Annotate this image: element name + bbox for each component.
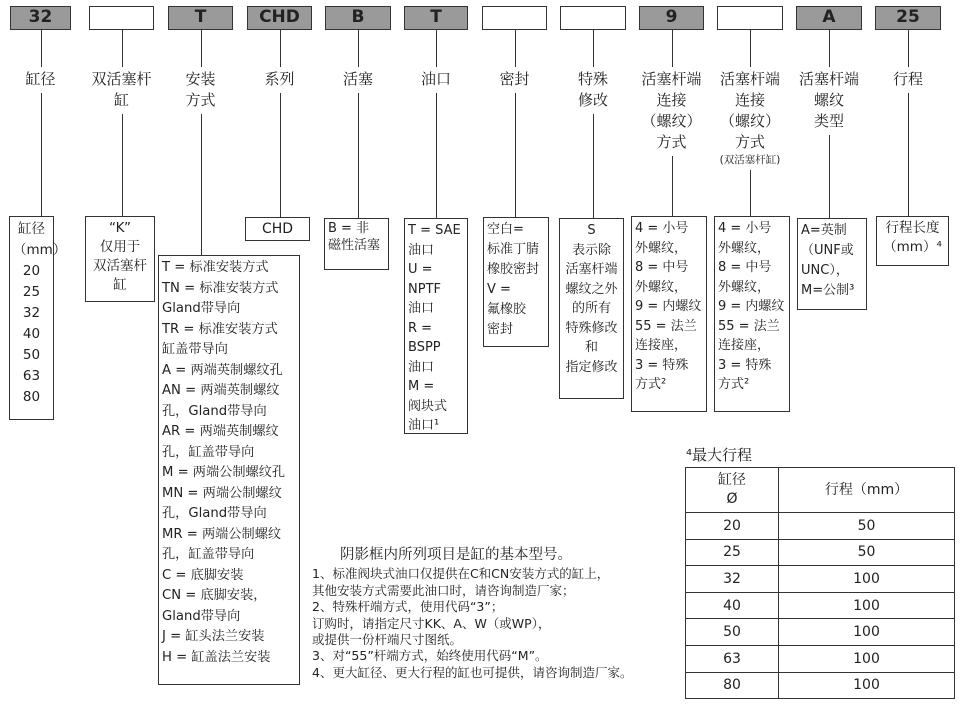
option-line: 缸盖带导向 — [162, 342, 228, 357]
option-line: TR = 标准安装方式 — [162, 321, 278, 337]
option-line: 外螺纹， — [635, 240, 688, 256]
table-header-row — [686, 468, 955, 513]
option-line: 螺纹之外 — [565, 281, 618, 297]
max-stroke-title: ⁴最大行程 — [686, 446, 753, 464]
option-line: 方式² — [718, 377, 750, 392]
column-header: 安装 方式 — [185, 70, 216, 109]
note-line: 4、更大缸径、更大行程的缸也可提供，请咨询制造厂家。 — [312, 664, 633, 680]
table-cell: 100 — [779, 566, 955, 593]
table-cell: 100 — [779, 619, 955, 646]
table-row — [686, 513, 955, 540]
option-line: Gland带导向 — [162, 608, 241, 624]
option-line: 55 = 法兰 — [635, 318, 697, 334]
table-cell: 50 — [686, 619, 779, 646]
column-header: 双活塞杆 缸 — [91, 70, 152, 109]
option-box-thread-type — [797, 218, 867, 310]
model-code-box: 9 — [639, 6, 704, 30]
connector-line — [358, 93, 359, 218]
connector-line — [593, 114, 594, 218]
column-header: 行程 — [892, 70, 923, 88]
option-line: 4 = 小号 — [635, 221, 689, 236]
notes-heading: 阴影框内所列项目是缸的基本型号。 — [340, 547, 572, 563]
option-line: T = 标准安装方式 — [162, 260, 269, 275]
option-line: 活塞杆端 — [565, 262, 618, 277]
option-line: H = 缸盖法兰安装 — [162, 649, 271, 665]
option-line: 指定修改 — [565, 359, 618, 375]
max-stroke-table — [685, 467, 955, 699]
option-line: T = SAE — [408, 223, 461, 238]
table-header-cell: 缸径 Ø — [686, 468, 779, 513]
option-line: BSPP — [408, 340, 441, 355]
option-box-stroke — [876, 216, 949, 266]
option-line: “K” — [108, 220, 131, 236]
column-header: 活塞 — [342, 70, 373, 88]
option-box-series — [245, 217, 310, 241]
option-line: 空白= — [487, 222, 524, 237]
column-header: 缸径 — [25, 70, 56, 88]
table-cell: 100 — [779, 672, 955, 699]
option-line: M = — [408, 379, 435, 394]
table-cell: 80 — [686, 672, 779, 699]
connector-line — [829, 30, 830, 67]
option-line: 缸 — [113, 277, 127, 293]
option-line: 25 — [22, 284, 41, 300]
option-box-double-rod — [85, 216, 155, 302]
connector-line — [750, 170, 751, 216]
option-line: AR = 两端英制螺纹 — [162, 424, 279, 439]
option-line: CN = 底脚安装， — [162, 588, 267, 603]
option-line: UNC）， — [801, 263, 849, 278]
model-code-box: T — [168, 6, 233, 30]
option-line: Gland带导向 — [162, 301, 241, 316]
table-cell: 25 — [686, 539, 779, 566]
connector-line — [829, 135, 830, 218]
table-cell: 20 — [686, 513, 779, 540]
model-code-box — [717, 6, 783, 30]
option-line: 方式² — [635, 377, 667, 392]
option-line: 的所有 — [571, 301, 611, 316]
option-box-seal — [483, 217, 549, 347]
option-line: U = — [408, 262, 433, 277]
table-header-cell: 行程（mm） — [779, 468, 955, 513]
option-line: 外螺纹， — [718, 240, 771, 256]
option-box-port — [404, 218, 468, 434]
table-cell: 32 — [686, 566, 779, 593]
option-box-piston — [324, 218, 389, 270]
option-line: A = 两端英制螺纹孔 — [162, 362, 283, 378]
option-line: M=公制³ — [801, 283, 855, 298]
table-row — [686, 619, 955, 646]
option-line: S — [587, 223, 596, 238]
connector-line — [750, 30, 751, 67]
note-line: 其他安装方式需要此油口时，请咨询制造厂家； — [312, 582, 575, 598]
connector-line — [358, 30, 359, 67]
model-code-box: B — [325, 6, 391, 30]
option-line: R = — [408, 320, 433, 336]
option-line: 表示除 — [571, 242, 611, 258]
option-line: 55 = 法兰 — [718, 318, 780, 334]
note-line: 3、对“55”杆端方式，始终使用代码“M”。 — [312, 648, 548, 664]
option-line: 阀块式 — [408, 398, 448, 414]
option-line: 孔，Gland带导向 — [162, 506, 267, 521]
model-code-box: 25 — [875, 6, 941, 30]
column-header: 活塞杆端 连接 （螺纹） 方式 (双活塞杆缸) — [700, 69, 800, 167]
option-line: 油口¹ — [408, 418, 440, 433]
option-line: TN = 标准安装方式 — [162, 280, 279, 296]
option-line: M = 两端公制螺纹孔 — [162, 465, 286, 480]
option-line: 双活塞杆 — [93, 258, 147, 274]
option-line: 标准丁腈 — [487, 242, 540, 257]
table-row — [686, 539, 955, 566]
option-line: 80 — [22, 389, 41, 405]
column-header: 活塞杆端 螺纹 类型 — [798, 70, 859, 130]
option-line: 50 — [22, 347, 41, 363]
model-code-box — [560, 6, 626, 30]
option-line: C = 底脚安装 — [162, 567, 244, 583]
option-line: 外螺纹， — [718, 279, 771, 295]
connector-line — [280, 93, 281, 217]
connector-line — [436, 30, 437, 67]
connector-line — [122, 114, 123, 216]
option-line: 63 — [22, 368, 41, 384]
option-line: 缸径 — [18, 221, 45, 237]
table-cell: 100 — [779, 645, 955, 672]
note-line: 订购时，请指定尺寸KK、A、W（或WP）， — [312, 615, 551, 631]
option-line: V = — [487, 282, 511, 297]
column-header: 特殊 修改 — [577, 70, 608, 109]
option-line: 橡胶密封 — [487, 262, 540, 277]
column-header: 活塞杆端 连接 （螺纹） 方式 — [641, 70, 702, 151]
footnotes — [312, 547, 632, 681]
connector-line — [41, 93, 42, 216]
model-code-box: T — [404, 6, 468, 30]
model-code-box: A — [796, 6, 862, 30]
option-line: 仅用于 — [99, 239, 141, 255]
option-line: J = 缸头法兰安装 — [162, 629, 265, 644]
connector-line — [672, 30, 673, 67]
option-line: 9 = 内螺纹 — [718, 299, 785, 314]
note-line: 2、特殊杆端方式，使用代码“3”； — [312, 599, 504, 615]
option-line: 3 = 特殊 — [635, 357, 689, 373]
table-cell: 63 — [686, 645, 779, 672]
option-line: 40 — [22, 326, 41, 342]
option-line: MR = 两端公制螺纹 — [162, 526, 282, 542]
option-line: 和 — [584, 340, 598, 355]
connector-line — [908, 30, 909, 67]
option-box-rod-end-1 — [631, 216, 707, 412]
option-line: NPTF — [408, 281, 441, 297]
option-line: A=英制 — [801, 223, 847, 238]
connector-line — [280, 30, 281, 67]
option-line: 4 = 小号 — [718, 221, 772, 236]
column-header: 系列 — [264, 70, 295, 88]
model-code-box: CHD — [247, 6, 312, 30]
option-line: CHD — [261, 221, 294, 237]
option-line: （UNF或 — [801, 243, 854, 258]
option-line: 油口 — [408, 242, 435, 258]
table-cell: 40 — [686, 592, 779, 619]
connector-line — [41, 30, 42, 67]
option-line: （mm） — [13, 242, 67, 258]
option-line: 连接座， — [718, 338, 771, 353]
table-row — [686, 672, 955, 699]
table-cell: 50 — [779, 513, 955, 540]
connector-line — [201, 30, 202, 67]
connector-line — [672, 156, 673, 216]
table-row — [686, 645, 955, 672]
connector-line — [593, 30, 594, 67]
option-box-rod-end-2 — [714, 216, 790, 412]
column-header: 密封 — [499, 70, 530, 88]
connector-line — [122, 30, 123, 67]
column-header: 油口 — [420, 70, 451, 88]
option-line: 8 = 中号 — [635, 260, 689, 275]
option-line: 孔，缸盖带导向 — [162, 444, 255, 460]
option-line: AN = 两端英制螺纹 — [162, 383, 280, 398]
option-line: 氟橡胶 — [487, 302, 527, 317]
option-line: 密封 — [487, 322, 514, 337]
connector-line — [515, 93, 516, 217]
note-line: 或提供一份杆端尺寸图纸。 — [312, 632, 463, 648]
table-row — [686, 566, 955, 593]
option-line: 20 — [22, 263, 41, 279]
option-line: 外螺纹， — [635, 279, 688, 295]
option-line: 油口 — [408, 301, 435, 316]
option-line: 磁性活塞 — [328, 237, 381, 253]
option-line: （mm）⁴ — [883, 239, 942, 255]
option-line: 孔，Gland带导向 — [162, 403, 267, 419]
connector-line — [515, 30, 516, 67]
model-code-box — [482, 6, 547, 30]
option-line: 孔，缸盖带导向 — [162, 547, 255, 562]
table-row — [686, 592, 955, 619]
table-cell: 50 — [779, 539, 955, 566]
connector-line — [201, 114, 202, 255]
option-line: 3 = 特殊 — [718, 357, 772, 373]
model-code-box — [89, 6, 154, 30]
table-cell: 100 — [779, 592, 955, 619]
option-line: 油口 — [408, 359, 435, 375]
option-line: 9 = 内螺纹 — [635, 299, 702, 314]
option-line: 连接座， — [635, 338, 688, 353]
option-line: 特殊修改 — [565, 320, 618, 336]
option-line: MN = 两端公制螺纹 — [162, 485, 282, 501]
option-box-mounting — [158, 255, 300, 685]
connector-line — [908, 93, 909, 216]
option-line: 8 = 中号 — [718, 260, 772, 275]
column-header-note: (双活塞杆缸) — [719, 154, 781, 166]
option-line: B = 非 — [328, 221, 370, 236]
option-box-bore — [9, 216, 67, 420]
option-line: 行程长度 — [885, 220, 940, 236]
model-code-box: 32 — [10, 6, 71, 30]
connector-line — [436, 93, 437, 218]
option-box-special — [559, 218, 624, 399]
note-line: 1、标准阀块式油口仅提供在C和CN安装方式的缸上， — [312, 566, 610, 582]
option-line: 32 — [22, 305, 41, 321]
